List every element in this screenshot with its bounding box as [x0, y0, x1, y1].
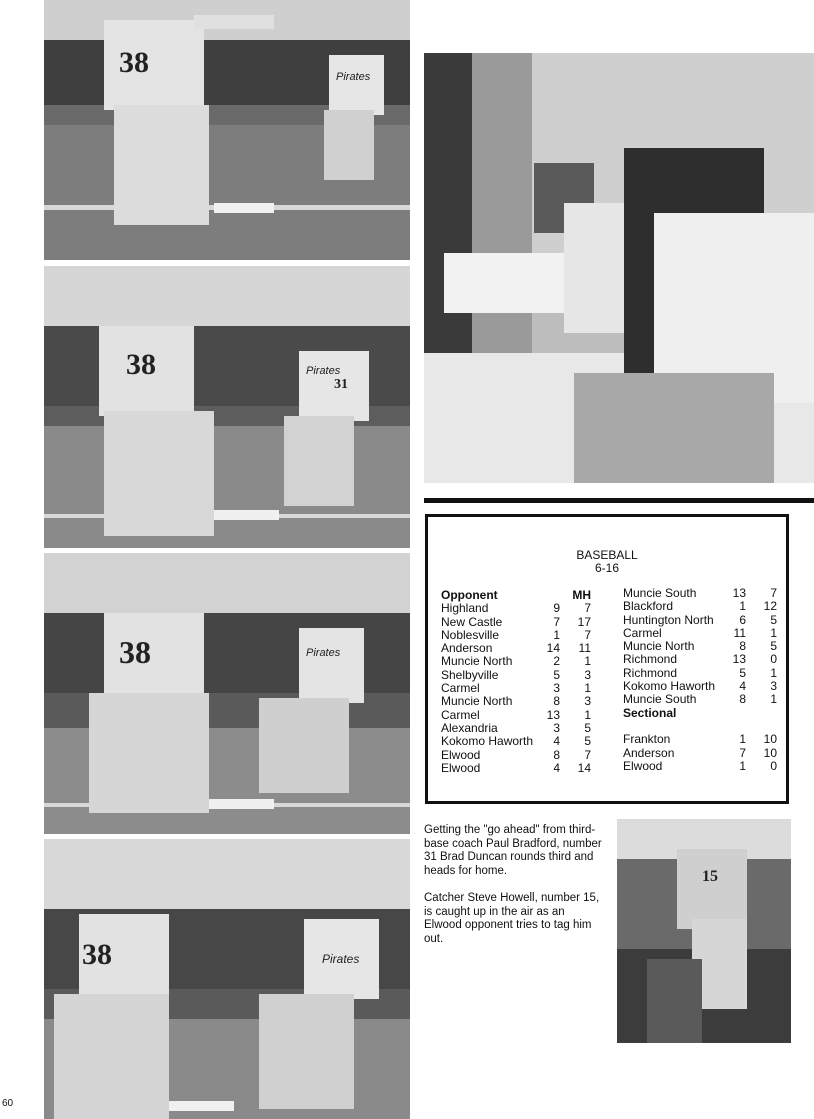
opponent-score: 11 — [733, 625, 746, 640]
opponent-score: 8 — [739, 639, 746, 654]
mh-score: 0 — [770, 758, 777, 773]
opponent-name: Highland — [441, 601, 489, 616]
mh-score: 10 — [763, 745, 777, 760]
game-row — [623, 587, 783, 600]
runner-jersey-text: Pirates — [322, 952, 360, 966]
game-row — [441, 695, 591, 708]
mh-score: 3 — [770, 679, 777, 694]
spacer-row — [623, 720, 783, 733]
mh-score: 5 — [770, 639, 777, 654]
game-row — [441, 655, 591, 668]
opponent-score: 4 — [739, 679, 746, 694]
mh-score: 5 — [584, 720, 591, 735]
mh-score: 7 — [584, 747, 591, 762]
sectional-label: Sectional — [623, 705, 677, 720]
opponent-name: Frankton — [623, 732, 671, 747]
game-row — [441, 616, 591, 629]
game-row — [623, 760, 783, 773]
game-row — [623, 747, 783, 760]
opponent-score: 1 — [739, 732, 746, 747]
photo-coach-waving-runner-3 — [44, 553, 410, 834]
opponent-score: 8 — [739, 692, 746, 707]
results-right-column — [623, 587, 783, 773]
game-row — [441, 602, 591, 615]
catcher-jersey-number: 15 — [702, 868, 718, 885]
opponent-name: Shelbyville — [441, 667, 499, 682]
opponent-score: 2 — [553, 654, 560, 669]
season-record: 6-16 — [594, 561, 620, 575]
opponent-name: Blackford — [623, 599, 674, 614]
opponent-name: Noblesville — [441, 627, 500, 642]
coach-jersey-number: 38 — [119, 46, 149, 79]
opponent-name: Elwood — [441, 760, 481, 775]
opponent-score: 1 — [553, 627, 560, 642]
opponent-name: Muncie South — [623, 586, 697, 600]
opponent-name: Anderson — [441, 641, 493, 656]
sectional-header — [623, 707, 783, 720]
mh-score: 1 — [584, 707, 591, 722]
photo-catcher-in-air — [617, 819, 791, 1043]
mh-score: 10 — [763, 732, 777, 747]
opponent-score: 13 — [546, 707, 560, 722]
coach-jersey-number: 38 — [126, 348, 156, 381]
opponent-name: Carmel — [441, 707, 480, 722]
page-number: 60 — [2, 1098, 14, 1109]
opponent-name: Richmond — [623, 652, 678, 667]
caption-catcher: Catcher Steve Howell, number 15, is caught up in the air as an Elwood opponent tries to tag him out. — [424, 892, 600, 945]
opponent-score: 1 — [739, 758, 746, 773]
mh-score: 11 — [578, 641, 591, 656]
photo-dugout-spectators — [424, 53, 814, 483]
opponent-name: Richmond — [623, 665, 678, 680]
game-row — [623, 733, 783, 746]
baseball-results-box — [425, 514, 789, 804]
mh-score: 1 — [584, 681, 591, 696]
opponent-name: Huntington North — [623, 612, 714, 627]
opponent-score: 3 — [553, 720, 560, 735]
opponent-score: 14 — [546, 641, 560, 656]
game-row — [623, 693, 783, 706]
mh-score: 7 — [770, 586, 777, 600]
opponent-score: 7 — [739, 745, 746, 760]
game-row — [441, 722, 591, 735]
opponent-name: Muncie North — [441, 654, 513, 669]
game-row — [441, 749, 591, 762]
opponent-name: Muncie North — [441, 694, 513, 709]
opponent-score: 6 — [739, 612, 746, 627]
mh-score: 1 — [770, 692, 777, 707]
mh-score: 7 — [584, 627, 591, 642]
opponent-name: Kokomo Haworth — [441, 734, 534, 749]
opponent-name: Carmel — [441, 681, 480, 696]
game-row — [441, 735, 591, 748]
opponent-score: 13 — [732, 586, 746, 600]
runner-jersey-text: Pirates — [306, 365, 341, 377]
photo-coach-waving-runner-2 — [44, 266, 410, 548]
mh-score: 3 — [584, 667, 591, 682]
game-row — [623, 640, 783, 653]
opponent-name: Muncie South — [623, 692, 697, 707]
opponent-score: 8 — [553, 694, 560, 709]
opponent-name: Elwood — [623, 758, 663, 773]
game-row — [441, 762, 591, 775]
header-opponent: Opponent — [441, 588, 498, 602]
runner-jersey-text: Pirates — [336, 71, 371, 83]
game-row — [623, 600, 783, 613]
game-row — [623, 653, 783, 666]
opponent-score: 1 — [739, 599, 746, 614]
divider-rule — [424, 498, 814, 503]
mh-score: 5 — [584, 734, 591, 749]
photo-coach-waving-runner-4 — [44, 839, 410, 1119]
opponent-name: Muncie North — [623, 639, 695, 654]
game-row — [623, 614, 783, 627]
opponent-score: 8 — [553, 747, 560, 762]
game-row — [441, 682, 591, 695]
opponent-name: Carmel — [623, 625, 662, 640]
opponent-score: 3 — [553, 681, 560, 696]
mh-score: 7 — [584, 601, 591, 616]
game-row — [441, 669, 591, 682]
opponent-score: 13 — [732, 652, 746, 667]
mh-score: 0 — [770, 652, 777, 667]
opponent-name: New Castle — [441, 614, 503, 629]
mh-score: 1 — [770, 665, 777, 680]
mh-score: 17 — [577, 614, 591, 629]
runner-jersey-number: 31 — [334, 377, 348, 392]
game-row — [623, 627, 783, 640]
header-mh: MH — [572, 588, 591, 602]
results-header-row — [441, 589, 591, 602]
opponent-score: 5 — [553, 667, 560, 682]
runner-jersey-text: Pirates — [306, 647, 341, 659]
caption-runner: Getting the "go ahead" from third-base coach Paul Bradford, number 31 Brad Duncan rounds third and heads for home. — [424, 824, 602, 877]
opponent-score: 7 — [553, 614, 560, 629]
results-left-column — [441, 589, 591, 775]
game-row — [441, 709, 591, 722]
opponent-name: Kokomo Haworth — [623, 679, 716, 694]
mh-score: 5 — [770, 612, 777, 627]
mh-score: 12 — [763, 599, 777, 614]
opponent-score: 5 — [739, 665, 746, 680]
game-row — [623, 680, 783, 693]
opponent-name: Anderson — [623, 745, 675, 760]
mh-score: 1 — [770, 625, 777, 640]
game-row — [623, 667, 783, 680]
results-title: BASEBALL — [576, 548, 638, 562]
game-row — [441, 629, 591, 642]
mh-score: 14 — [577, 760, 591, 775]
mh-score: 3 — [584, 694, 591, 709]
game-row — [441, 642, 591, 655]
opponent-name: Elwood — [441, 747, 481, 762]
mh-score: 1 — [584, 654, 591, 669]
coach-jersey-number: 38 — [82, 938, 112, 971]
opponent-score: 4 — [553, 760, 560, 775]
photo-coach-waving-runner-1 — [44, 0, 410, 260]
opponent-score: 4 — [553, 734, 560, 749]
opponent-score: 9 — [553, 601, 560, 616]
coach-jersey-number: 38 — [119, 634, 151, 670]
opponent-name: Alexandria — [441, 720, 498, 735]
